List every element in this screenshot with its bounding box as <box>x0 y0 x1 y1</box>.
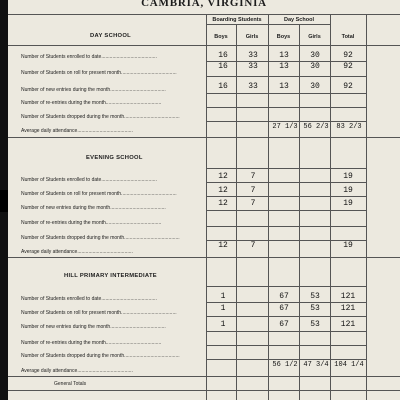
row-label: Number of Students dropped during the month........................................ <box>21 235 180 241</box>
row-label: Average daily attendance........................................ <box>21 368 133 374</box>
row-rule <box>206 286 366 287</box>
cell-day-girls: 30 <box>310 82 320 91</box>
row-label: Number of new entries during the month........................................ <box>21 324 166 330</box>
place-title: CAMBRIA, VIRGINIA <box>141 0 267 9</box>
cell-boarding-boys: 12 <box>218 241 228 250</box>
row-label: Number of Students on roll for present month........................................ <box>21 70 177 76</box>
day-girls-header: Girls <box>308 34 321 40</box>
cell-boarding-girls: 7 <box>250 186 256 195</box>
cell-day-boys: 27 1/3 <box>272 123 298 131</box>
row-rule <box>206 345 366 346</box>
row-rule <box>206 302 366 303</box>
boarding-students-header: Boarding Students <box>212 17 262 23</box>
cell-boarding-girls: 7 <box>250 199 256 208</box>
row-rule <box>206 359 366 360</box>
cell-total: 19 <box>343 172 353 181</box>
row-rule <box>206 93 366 94</box>
row-rule <box>206 316 366 317</box>
row-rule <box>206 76 366 77</box>
cell-total: 19 <box>343 241 353 250</box>
column-rule <box>330 14 331 400</box>
page-tab <box>0 190 8 212</box>
row-rule <box>206 107 366 108</box>
cell-boarding-boys: 16 <box>218 82 228 91</box>
cell-boarding-boys: 1 <box>220 304 226 313</box>
cell-day-girls: 30 <box>310 62 320 71</box>
row-rule <box>206 210 366 211</box>
day-school-header: Day School <box>284 17 314 23</box>
cell-day-girls: 53 <box>310 304 320 313</box>
cell-boarding-boys: 1 <box>220 292 226 301</box>
cell-day-girls: 47 3/4 <box>303 361 329 369</box>
cell-day-boys: 67 <box>279 304 289 313</box>
cell-boarding-girls: 7 <box>250 241 256 250</box>
cell-boarding-boys: 1 <box>220 320 226 329</box>
cell-day-boys: 56 1/2 <box>272 361 298 369</box>
cell-day-boys: 67 <box>279 320 289 329</box>
attendance-form <box>8 0 400 400</box>
row-label: Number of Students dropped during the month........................................ <box>21 114 180 120</box>
cell-boarding-girls: 33 <box>248 82 258 91</box>
cell-boarding-boys: 12 <box>218 186 228 195</box>
cell-boarding-boys: 12 <box>218 172 228 181</box>
cell-total: 92 <box>343 62 353 71</box>
section-title: EVENING SCHOOL <box>86 155 143 161</box>
cell-total: 104 1/4 <box>334 361 364 369</box>
cell-day-girls: 53 <box>310 292 320 301</box>
row-label: Average daily attendance........................................ <box>21 128 133 134</box>
column-rule <box>236 24 237 400</box>
cell-day-boys: 13 <box>279 82 289 91</box>
column-rule <box>299 24 300 400</box>
cell-total: 83 2/3 <box>336 123 362 131</box>
row-label: Number of re-entries during the month........................................ <box>21 220 162 226</box>
row-rule <box>206 182 366 183</box>
row-rule <box>206 196 366 197</box>
header-rule <box>8 14 400 15</box>
cell-total: 19 <box>343 186 353 195</box>
cell-total: 92 <box>343 82 353 91</box>
row-rule <box>206 226 366 227</box>
cell-day-girls: 30 <box>310 51 320 60</box>
cell-boarding-girls: 7 <box>250 172 256 181</box>
column-rule <box>206 14 207 400</box>
row-rule <box>206 168 366 169</box>
total-header: Total <box>341 34 355 40</box>
cell-boarding-boys: 16 <box>218 62 228 71</box>
cell-day-girls: 53 <box>310 320 320 329</box>
cell-total: 121 <box>340 304 356 313</box>
row-label: Number of Students enrolled to date........................................ <box>21 54 157 60</box>
day-boys-header: Boys <box>276 34 291 40</box>
cell-total: 121 <box>340 320 356 329</box>
row-label: Number of new entries during the month........................................ <box>21 87 166 93</box>
cell-boarding-girls: 33 <box>248 51 258 60</box>
cell-day-boys: 13 <box>279 62 289 71</box>
cell-total: 121 <box>340 292 356 301</box>
header-rule <box>206 24 330 25</box>
row-label: Number of re-entries during the month........................................ <box>21 100 162 106</box>
section-title: DAY SCHOOL <box>90 33 132 39</box>
column-rule <box>366 14 367 400</box>
row-label: Number of Students enrolled to date........................................ <box>21 296 157 302</box>
row-rule <box>206 121 366 122</box>
cell-boarding-boys: 12 <box>218 199 228 208</box>
row-label: Number of Students enrolled to date........................................ <box>21 177 157 183</box>
section-title: HILL PRIMARY INTERMEDIATE <box>64 273 157 279</box>
row-label: Number of Students on roll for present month........................................ <box>21 310 177 316</box>
cell-boarding-girls: 33 <box>248 62 258 71</box>
row-label: Number of Students dropped during the month........................................ <box>21 353 180 359</box>
section-rule <box>8 390 400 391</box>
section-rule <box>8 257 400 258</box>
row-label: Number of new entries during the month........................................ <box>21 205 166 211</box>
row-rule <box>206 331 366 332</box>
row-label: Number of Students on roll for present month........................................ <box>21 191 177 197</box>
cell-total: 92 <box>343 51 353 60</box>
cell-day-girls: 56 2/3 <box>303 123 329 131</box>
row-label: Average daily attendance........................................ <box>21 249 133 255</box>
general-totals-label: General Totals <box>54 381 87 387</box>
boarding-boys-header: Boys <box>214 34 228 40</box>
cell-day-boys: 13 <box>279 51 289 60</box>
row-label: Number of re-entries during the month........................................ <box>21 340 162 346</box>
column-rule <box>268 14 269 400</box>
cell-boarding-boys: 16 <box>218 51 228 60</box>
boarding-girls-header: Girls <box>245 34 259 40</box>
section-rule <box>8 376 400 377</box>
cell-day-boys: 67 <box>279 292 289 301</box>
header-rule <box>8 45 400 46</box>
section-rule <box>8 137 400 138</box>
cell-total: 19 <box>343 199 353 208</box>
